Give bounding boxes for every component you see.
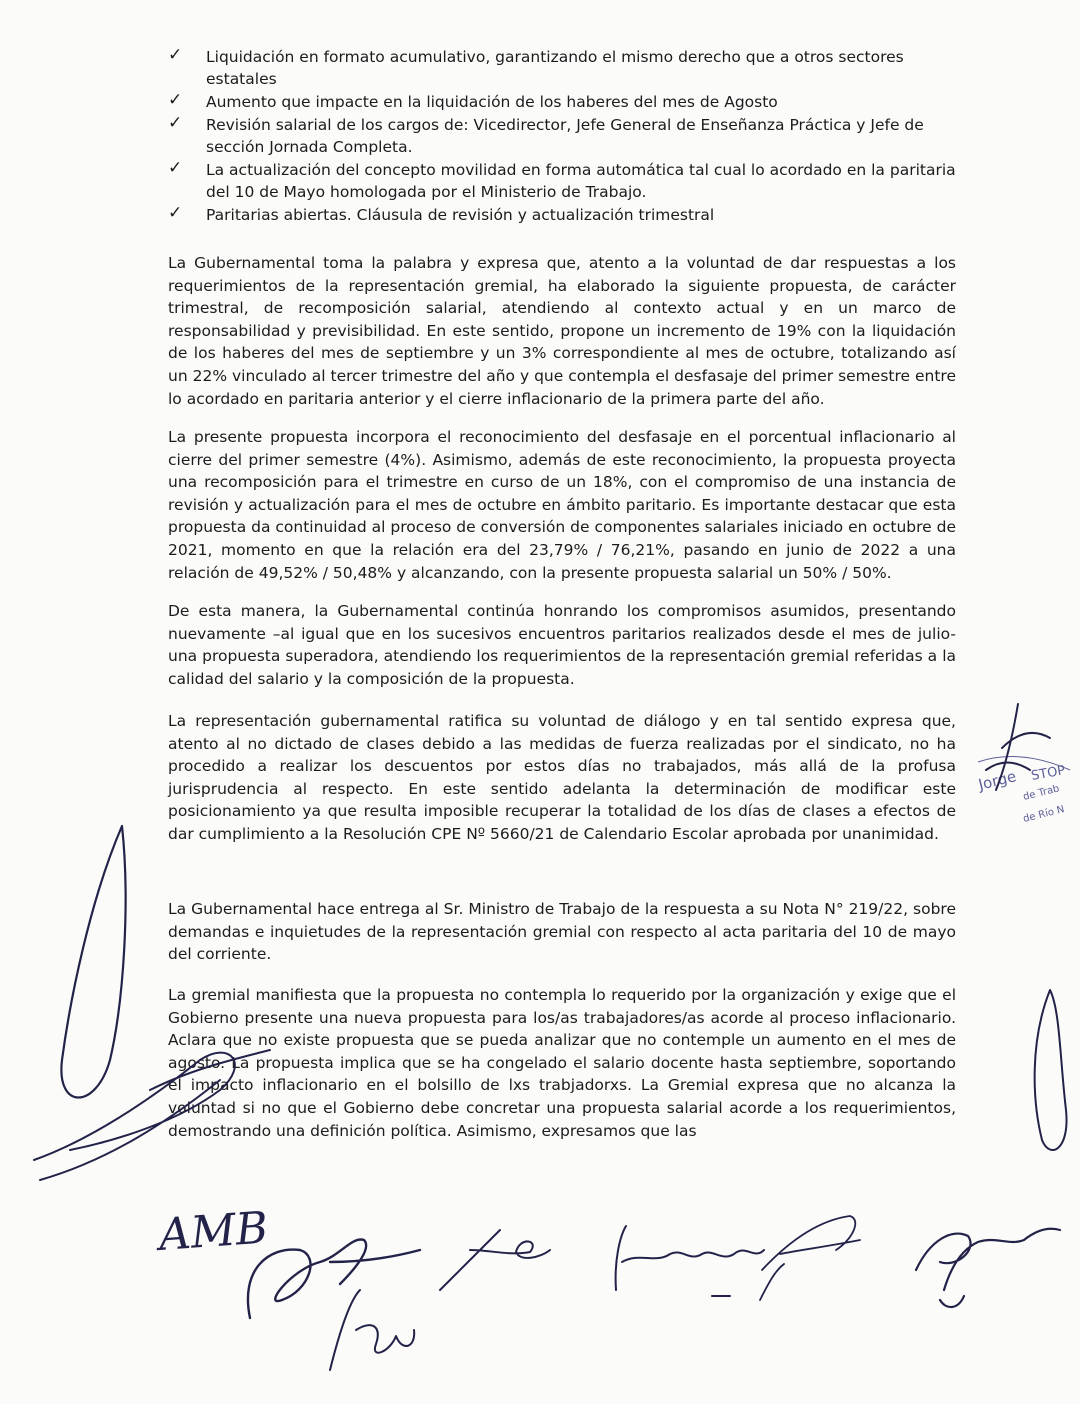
paragraph-note-delivery: La Gubernamental hace entrega al Sr. Ministro de Trabajo de la respuesta a su Nota N° 219/22, sobre demandas e inquietudes de la representación gremial con respecto al acta paritaria del 10 de mayo del corriente. [168,900,956,964]
paragraph-dialogue: La representación gubernamental ratifica su voluntad de diálogo y en tal sentido expresa que, atento al no dictado de clases debido a las medidas de fuerza realizadas por el sindicato, no ha procedido a realizar los descuentos por estos días no trabajados, más allá de la profusa jurisprudencia al respecto. En este sentido adelanta la determinación de modificar este posicionamiento ya que resulta imposible recuperar la totalidad de los días de clases a efectos de dar cumplimiento a la Resolución CPE Nº 5660/21 de Calendario Escolar aprobada por unanimidad. [168,712,956,843]
signature-3 [440,1230,550,1290]
signature-6 [916,1229,1060,1307]
check-icon: ✓ [168,158,183,178]
list-item-text: La actualización del concepto movilidad en forma automática tal cual lo acordado en la paritaria del 10 de Mayo homologada por el Ministerio de Trabajo. [206,161,956,201]
right-lower-signature [1035,990,1067,1150]
check-icon: ✓ [168,113,183,133]
stamp-text-4: de Río N [1022,804,1066,825]
stamp-text-1: Jorge [976,767,1019,794]
list-item-text: Paritarias abiertas. Cláusula de revisión y actualización trimestral [206,206,715,224]
list-item [168,159,958,203]
signature-5 [760,1216,860,1300]
list-item-text: Liquidación en formato acumulativo, garantizando el mismo derecho que a otros sectores estatales [206,48,904,88]
left-margin-signature [61,826,125,1098]
paragraph-union-response: La gremial manifiesta que la propuesta no contempla lo requerido por la organización y exige que el Gobierno presente una nueva propuesta para los/as trabajadores/as acorde al proceso inflacionario. Aclara que no existe propuesta que se pueda analizar que no contemple un aumento en el mes de agosto. La propuesta implica que se ha congelado el salario docente hasta septiembre, soportando el impacto inflacionario en el bolsillo de lxs trabjadorxs. La Gremial expresa que no alcanza la voluntad si no que el Gobierno debe concretar una propuesta salarial acorde a los requerimientos, demostrando una definición política. Asimismo, expresamos que las [168,986,956,1140]
official-stamp [920,752,1080,848]
paragraph-commitments: De esta manera, la Gubernamental continúa honrando los compromisos asumidos, presentando nuevamente –al igual que en los sucesivos encuentros paritarios realizados desde el mes de julio- una propuesta superadora, atendiendo los requerimientos de la representación gremial referidas a la calidad del salario y la composición de la propuesta. [168,602,956,688]
list-item-text: Aumento que impacte en la liquidación de los haberes del mes de Agosto [206,93,778,111]
signature-1 [248,1239,420,1318]
check-icon: ✓ [168,45,183,65]
list-item-text: Revisión salarial de los cargos de: Vicedirector, Jefe General de Enseñanza Práctica y Jefe de sección Jornada Completa. [206,116,924,156]
signature-2 [330,1290,414,1370]
stamp-text-3: de Trab [1022,783,1061,803]
demands-list [168,46,958,227]
list-item [168,91,958,113]
list-item [168,114,958,158]
paragraph-recognition: La presente propuesta incorpora el reconocimiento del desfasaje en el porcentual inflacionario al cierre del primer semestre (4%). Asimismo, además de este reconocimiento, la propuesta proyecta una recomposición para el trimestre en curso de un 18%, con el compromiso de una instancia de revisión y actualización para el mes de octubre en ámbito paritario. Es importante destacar que esta propuesta da continuidad al proceso de conversión de componentes salariales iniciado en octubre de 2021, momento en que la relación era del 23,79% / 76,21%, pasando en junio de 2022 a una relación de 49,52% / 50,48% y alcanzando, con la presente propuesta salarial un 50% / 50%. [168,428,956,582]
list-item [168,46,958,90]
check-icon: ✓ [168,90,183,110]
signature-4 [616,1226,764,1290]
list-item [168,204,958,226]
check-icon: ✓ [168,203,183,223]
paragraph-proposal: La Gubernamental toma la palabra y expresa que, atento a la voluntad de dar respuestas a los requerimientos de la representación gremial, ha elaborado la siguiente propuesta, de carácter trimestral, de recomposición salarial, atendiendo al contexto actual y en un marco de responsabilidad y previsibilidad. En este sentido, propone un incremento de 19% con la liquidación de los haberes del mes de septiembre y un 3% correspondiente al mes de octubre, totalizando así un 22% vinculado al tercer trimestre del año y que contempla el desfasaje del primer semestre entre lo acordado en paritaria anterior y el cierre inflacionario de la primera parte del año. [168,254,956,408]
initials-signature: AMB [157,1202,270,1261]
stamp-text-2: STOP [1030,763,1067,784]
